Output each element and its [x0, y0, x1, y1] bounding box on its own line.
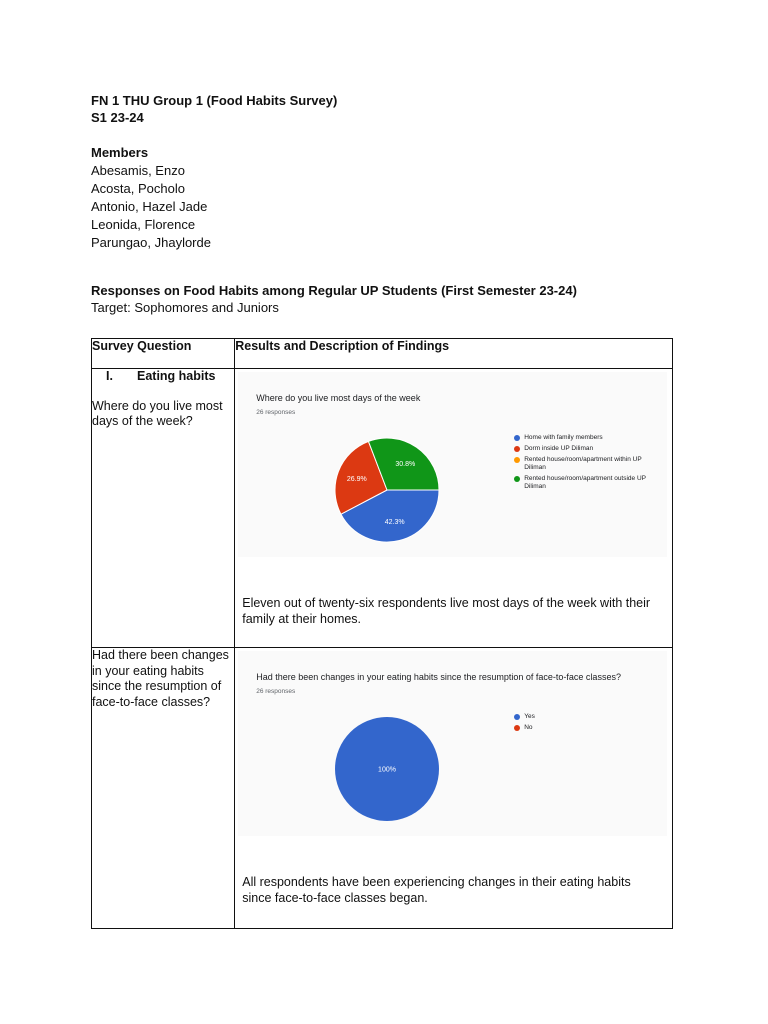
slice-label: 30.8%: [395, 460, 416, 468]
legend-item: [514, 434, 654, 442]
members-heading: Members: [91, 145, 149, 160]
pie-chart-residence: [238, 372, 667, 557]
member-name: Antonio, Hazel Jade: [91, 199, 208, 214]
section-title: Responses on Food Habits among Regular UP Students (First Semester 23-24): [91, 283, 577, 298]
member-name: Acosta, Pocholo: [91, 181, 185, 196]
chart-legend: [514, 713, 654, 735]
legend-item: [514, 713, 654, 721]
results-cell: [235, 369, 673, 648]
table-header-row: [92, 339, 673, 369]
chart-title: Had there been changes in your eating habits since the resumption of face-to-face classes?: [256, 672, 621, 682]
document-title: FN 1 THU Group 1 (Food Habits Survey): [91, 93, 338, 108]
question-cell: [92, 369, 235, 648]
legend-swatch: [514, 476, 520, 482]
pie-chart-svg: [238, 651, 667, 836]
legend-label: Rented house/room/apartment within UP Diliman: [524, 456, 642, 471]
legend-swatch: [514, 435, 520, 441]
legend-item: [514, 724, 654, 732]
legend-label: Home with family members: [524, 434, 603, 441]
chart-response-count: 26 responses: [256, 688, 296, 695]
section-label: Eating habits: [137, 369, 216, 383]
target-audience: Target: Sophomores and Juniors: [91, 300, 279, 315]
member-name: Abesamis, Enzo: [91, 163, 185, 178]
finding-text: All respondents have been experiencing changes in their eating habits since face-to-face classes began.: [242, 875, 631, 905]
legend-item: [514, 456, 654, 472]
chart-response-count: 26 responses: [256, 409, 296, 416]
member-name: Parungao, Jhaylorde: [91, 235, 211, 250]
survey-table: [91, 338, 673, 929]
column-header-question: Survey Question: [92, 339, 235, 369]
section-heading: [92, 369, 234, 385]
column-header-results: Results and Description of Findings: [235, 339, 673, 369]
legend-label: Yes: [524, 713, 535, 720]
legend-item: [514, 475, 654, 491]
question-text: Had there been changes in your eating habits since the resumption of face-to-face classes?: [92, 648, 229, 709]
slice-label: 42.3%: [385, 518, 405, 526]
table-row: [92, 369, 673, 648]
question-text: Where do you live most days of the week?: [92, 398, 223, 429]
question-cell: [92, 648, 235, 929]
slice-label: 100%: [378, 766, 397, 774]
legend-label: Dorm inside UP Diliman: [524, 445, 594, 452]
legend-label: Rented house/room/apartment outside UP Diliman: [524, 475, 646, 490]
finding-text: Eleven out of twenty-six respondents live most days of the week with their family at their homes.: [242, 596, 651, 626]
section-number: I.: [106, 369, 113, 383]
legend-swatch: [514, 446, 520, 452]
pie-chart-eating-changes: [238, 651, 667, 836]
chart-title: Where do you live most days of the week: [256, 393, 421, 403]
document-header: [91, 92, 673, 316]
slice-label: 26.9%: [347, 476, 368, 484]
member-name: Leonida, Florence: [91, 217, 196, 232]
legend-item: [514, 445, 654, 453]
legend-label: No: [524, 724, 533, 731]
legend-swatch: [514, 725, 520, 731]
semester-label: S1 23-24: [91, 110, 144, 125]
chart-legend: [514, 434, 654, 494]
results-cell: [235, 648, 673, 929]
legend-swatch: [514, 714, 520, 720]
table-row: [92, 648, 673, 929]
legend-swatch: [514, 457, 520, 463]
